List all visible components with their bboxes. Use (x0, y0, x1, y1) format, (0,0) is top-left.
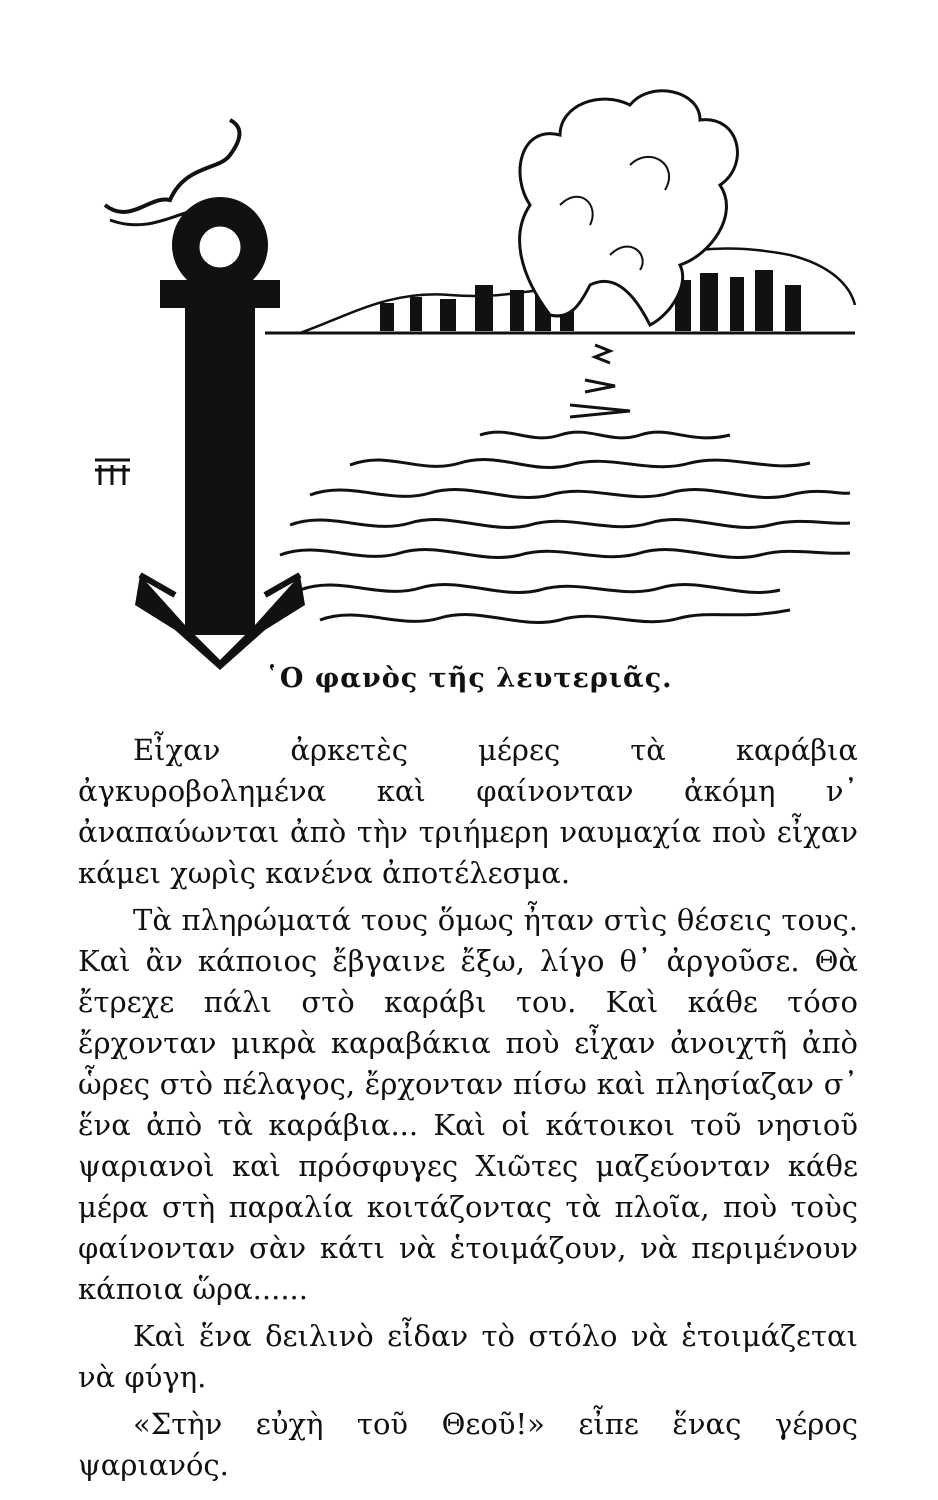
anchor-seascape-illustration (90, 85, 870, 675)
body-text (78, 730, 858, 1492)
paragraph-3: Καὶ ἕνα δειλινὸ εἶδαν τὸ στόλο νὰ ἑτοιμάζεται νὰ φύγη. (78, 1319, 858, 1394)
paragraph-2: Τὰ πληρώματά τους ὅμως ἦταν στὶς θέσεις τους. Καὶ ἂν κάποιος ἔβγαινε ἔξω, λίγο θ᾿ ἀργοῦσε. Θὰ ἔτρεχε πάλι στὸ καράβι του. Καὶ κάθε τόσο ἔρχονταν μικρὰ καραβάκια ποὺ εἶχαν ἀνοιχτῆ ἀπὸ ὧρες στὸ πέλαγος, ἔρχονταν πίσω καὶ πλησίαζαν σ᾿ ἕνα ἀπὸ τὰ καράβια... Καὶ οἱ κάτοικοι τοῦ νησιοῦ ψαριανοὶ καὶ πρόσφυγες Χιῶτες μαζεύονταν κάθε μέρα στὴ παραλία κοιτάζοντας τὰ πλοῖα, ποὺ τοὺς φαίνονταν σὰν κάτι νὰ ἑτοιμάζουν, νὰ περιμένουν κάποια ὥρα...... (78, 903, 858, 1306)
small-mark (95, 460, 130, 485)
sea-waves (280, 432, 850, 622)
illustration-caption: ῾Ο φανὸς τῆς λευτεριᾶς. (265, 663, 673, 694)
anchor-initial-letter (135, 197, 305, 670)
reflection (570, 345, 630, 417)
paragraph-1: Εἶχαν ἀρκετὲς μέρες τὰ καράβια ἀγκυροβολημένα καὶ φαίνονταν ἀκόμη ν᾿ ἀναπαύωνται ἀπὸ τὴν τριήμερη ναυμαχία ποὺ εἶχαν κάμει χωρὶς κανένα ἀποτέλεσμα. (78, 733, 858, 890)
paragraph-4: «Στὴν εὐχὴ τοῦ Θεοῦ!» εἶπε ἕνας γέρος ψαριανός. (78, 1407, 858, 1482)
